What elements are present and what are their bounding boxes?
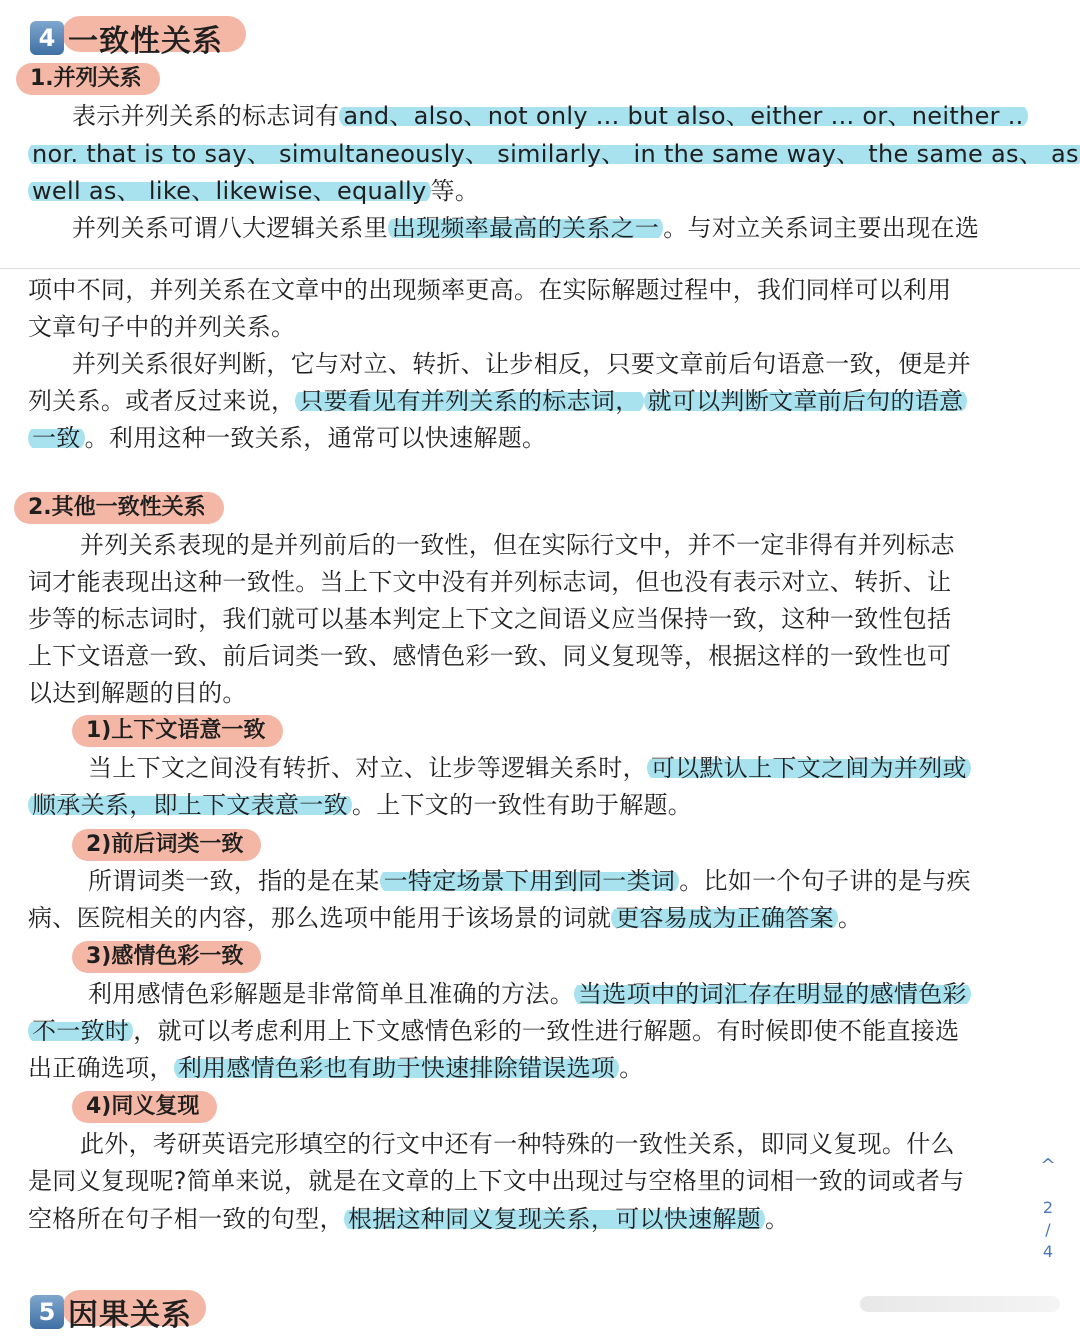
highlight: 就可以判断文章前后句的语意	[644, 387, 968, 415]
total-pages: 4	[1042, 1242, 1054, 1261]
blurred-watermark	[860, 1296, 1060, 1312]
paragraph-line: 顺承关系，即上下文表意一致 。上下文的一致性有助于解题。	[28, 790, 692, 820]
section-number-badge: 5	[30, 1295, 64, 1329]
paragraph-line: 并列关系表现的是并列前后的一致性，但在实际行文中，并不一定非得有并列标志	[80, 531, 955, 559]
highlight: nor. that is to say、 simultaneously、 similarly、 in the same way、 the same as、 as	[28, 140, 1080, 168]
page-indicator[interactable]	[1036, 1155, 1060, 1263]
paragraph-line: 项中不同，并列关系在文章中的出现频率更高。在实际解题过程中，我们同样可以利用	[28, 276, 952, 304]
subheading-other-consistency: 2.其他一致性关系	[14, 492, 224, 524]
paragraph-line: 空格所在句子相一致的句型， 根据这种同义复现关系，可以快速解题 。	[28, 1205, 790, 1233]
highlight: 利用感情色彩也有助于快速排除错误选项	[174, 1054, 619, 1082]
paragraph-line: 以达到解题的目的。	[28, 679, 247, 707]
paragraph-line: 并列关系可谓八大逻辑关系里 出现频率最高的关系之一 。与对立关系词主要出现在选	[72, 214, 980, 242]
paragraph-line: 病、医院相关的内容，那么选项中能用于该场景的词就 更容易成为正确答案 。	[28, 904, 863, 932]
highlight: 根据这种同义复现关系，可以快速解题	[344, 1205, 765, 1233]
page-separator: /	[1045, 1220, 1051, 1239]
highlight: well as、 like、likewise、equally	[28, 177, 431, 205]
paragraph-line: well as、 like、likewise、equally 等。	[28, 176, 479, 206]
subheading-synonym: 4)同义复现	[72, 1091, 217, 1123]
paragraph-line: 词才能表现出这种一致性。当上下文中没有并列标志词，但也没有表示对立、转折、让	[28, 568, 952, 596]
paragraph-line: 当上下文之间没有转折、对立、让步等逻辑关系时， 可以默认上下文之间为并列或	[88, 753, 971, 783]
paragraph-line: 一致 。利用这种一致关系，通常可以快速解题。	[28, 423, 546, 453]
paragraph-line: 利用感情色彩解题是非常简单且准确的方法。 当选项中的词汇存在明显的感情色彩	[88, 979, 971, 1009]
current-page: 2	[1042, 1198, 1054, 1217]
section-number-badge: 4	[30, 21, 64, 55]
page-divider	[0, 268, 1080, 269]
paragraph-line: 是同义复现呢?简单来说，就是在文章的上下文中出现过与空格里的词相一致的词或者与	[28, 1167, 965, 1195]
subheading-parallel: 1.并列关系	[16, 63, 160, 95]
paragraph-line: 列关系。或者反过来说， 只要看见有并列关系的标志词， 就可以判断文章前后句的语意	[28, 386, 967, 416]
subheading-word-class: 2)前后词类一致	[72, 829, 261, 861]
highlight: 当选项中的词汇存在明显的感情色彩	[574, 980, 971, 1008]
highlight: 顺承关系，即上下文表意一致	[28, 791, 352, 819]
highlight: 更容易成为正确答案	[611, 904, 838, 932]
highlight: 一致	[28, 424, 85, 452]
highlight: and、also、not only ... but also、either ... or、neither ..	[339, 102, 1027, 130]
paragraph-line: 不一致时 ，就可以考虑利用上下文感情色彩的一致性进行解题。有时候即使不能直接选	[28, 1016, 959, 1046]
paragraph-line: 所谓词类一致，指的是在某 一特定场景下用到同一类词 。比如一个句子讲的是与疾	[88, 867, 971, 895]
highlight: 只要看见有并列关系的标志词，	[295, 387, 643, 415]
paragraph-line: 此外，考研英语完形填空的行文中还有一种特殊的一致性关系，即同义复现。什么	[80, 1130, 955, 1158]
paragraph-line: 文章句子中的并列关系。	[28, 313, 296, 341]
paragraph-line: 出正确选项， 利用感情色彩也有助于快速排除错误选项 。	[28, 1054, 644, 1082]
highlight: 一特定场景下用到同一类词	[380, 867, 680, 895]
highlight: 不一致时	[28, 1017, 133, 1045]
subheading-context-meaning: 1)上下文语意一致	[72, 715, 283, 747]
section-heading-4	[30, 16, 223, 59]
paragraph-line: 表示并列关系的标志词有 and、also、not only ... but also、either ... or、neither ..	[72, 101, 1028, 131]
section-title: 因果关系	[68, 1298, 192, 1333]
section-heading-5	[30, 1290, 192, 1333]
paragraph-line: 并列关系很好判断，它与对立、转折、让步相反，只要文章前后句语意一致，便是并	[72, 350, 972, 378]
highlight: 出现频率最高的关系之一	[388, 214, 663, 242]
subheading-emotion: 3)感情色彩一致	[72, 941, 261, 973]
chevron-up-icon[interactable]: ^	[1040, 1155, 1056, 1176]
section-title: 一致性关系	[68, 24, 223, 59]
paragraph-line: 上下文语意一致、前后词类一致、感情色彩一致、同义复现等，根据这样的一致性也可	[28, 642, 952, 670]
paragraph-line: 步等的标志词时，我们就可以基本判定上下文之间语义应当保持一致，这种一致性包括	[28, 605, 952, 633]
highlight: 可以默认上下文之间为并列或	[647, 754, 971, 782]
paragraph-line	[28, 139, 1080, 169]
